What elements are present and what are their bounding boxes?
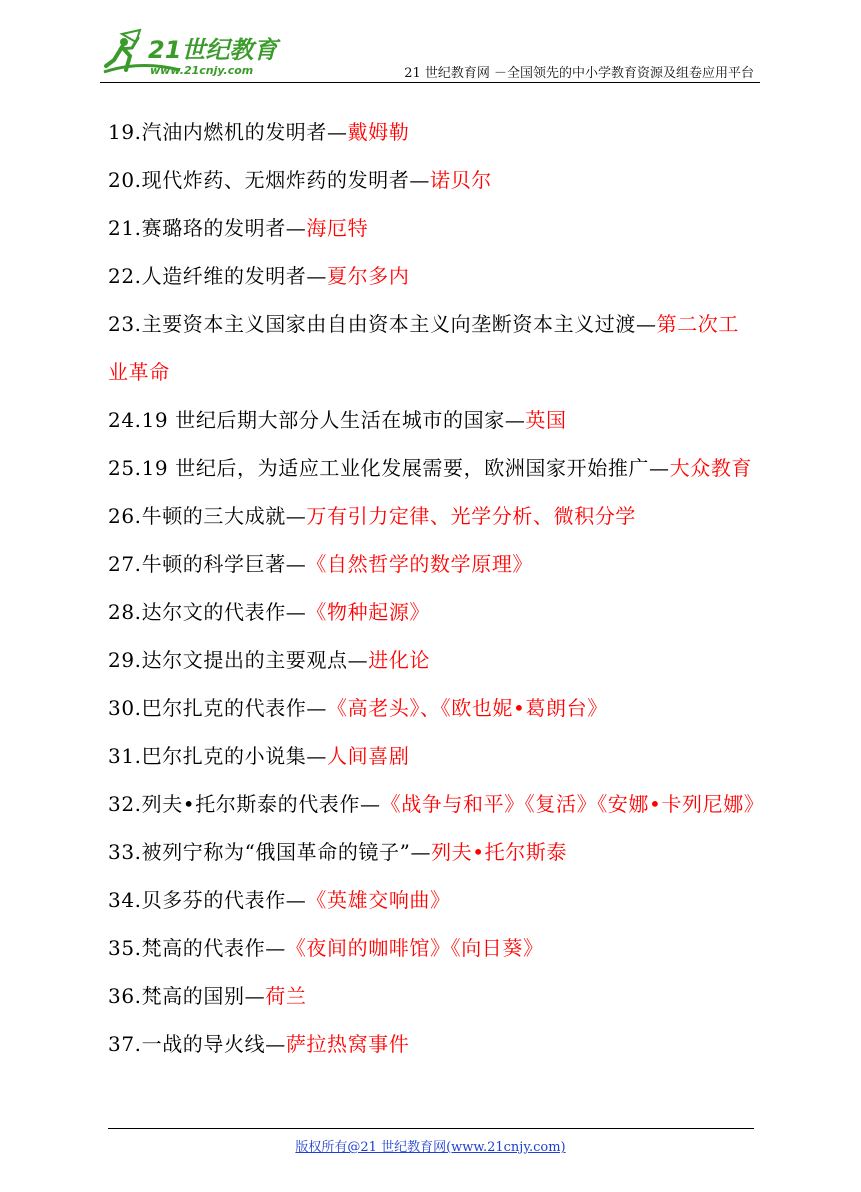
list-item bbox=[108, 828, 758, 876]
question-text: 22.人造纤维的发明者— bbox=[108, 264, 328, 288]
answer-text: 列夫•托尔斯泰 bbox=[431, 840, 568, 864]
answer-text: 英国 bbox=[525, 408, 567, 432]
question-text: 35.梵高的代表作— bbox=[108, 936, 286, 960]
logo-text: 21世纪教育 bbox=[148, 36, 278, 64]
page-header bbox=[100, 24, 760, 84]
answer-text: 戴姆勒 bbox=[347, 120, 410, 144]
list-item bbox=[108, 636, 758, 684]
site-tagline: 21 世纪教育网 －全国领先的中小学教育资源及组卷应用平台 bbox=[404, 66, 754, 81]
answer-text: 《物种起源》 bbox=[306, 600, 431, 624]
question-text: 28.达尔文的代表作— bbox=[108, 600, 307, 624]
answer-text: 《夜间的咖啡馆》《向日葵》 bbox=[285, 936, 544, 960]
question-text: 26.牛顿的三大成就— bbox=[108, 504, 307, 528]
answer-text: 大众教育 bbox=[669, 456, 753, 480]
question-text: 23.主要资本主义国家由自由资本主义向垄断资本主义过渡— bbox=[108, 312, 657, 336]
answer-text: 进化论 bbox=[368, 648, 431, 672]
question-text: 25.19 世纪后，为适应工业化发展需要，欧洲国家开始推广— bbox=[108, 456, 670, 480]
answer-text: 《高老头》、《欧也妮•葛朗台》 bbox=[327, 696, 608, 720]
question-text: 29.达尔文提出的主要观点— bbox=[108, 648, 369, 672]
list-item bbox=[108, 924, 758, 972]
answer-text: 荷兰 bbox=[265, 984, 307, 1008]
question-text: 36.梵高的国别— bbox=[108, 984, 266, 1008]
footer-divider bbox=[108, 1128, 754, 1129]
question-text: 27.牛顿的科学巨著— bbox=[108, 552, 307, 576]
answer-text: 第二次工业革命 bbox=[108, 312, 740, 384]
list-item bbox=[108, 300, 758, 396]
question-text: 24.19 世纪后期大部分人生活在城市的国家— bbox=[108, 408, 526, 432]
list-item bbox=[108, 540, 758, 588]
question-text: 34.贝多芬的代表作— bbox=[108, 888, 307, 912]
list-item bbox=[108, 588, 758, 636]
list-item bbox=[108, 972, 758, 1020]
list-item bbox=[108, 156, 758, 204]
question-text: 37.一战的导火线— bbox=[108, 1032, 286, 1056]
question-text: 30.巴尔扎克的代表作— bbox=[108, 696, 328, 720]
list-item bbox=[108, 684, 758, 732]
list-item bbox=[108, 732, 758, 780]
site-logo bbox=[100, 26, 300, 82]
answer-text: 萨拉热窝事件 bbox=[285, 1032, 410, 1056]
list-item bbox=[108, 780, 765, 828]
header-divider bbox=[100, 82, 760, 83]
answer-text: 海厄特 bbox=[306, 216, 369, 240]
list-item bbox=[108, 492, 758, 540]
list-item bbox=[108, 204, 758, 252]
answer-text: 万有引力定律、光学分析、微积分学 bbox=[306, 504, 637, 528]
footer-copyright-link[interactable]: 版权所有@21 世纪教育网(www.21cnjy.com) bbox=[295, 1140, 566, 1155]
answer-text: 《英雄交响曲》 bbox=[306, 888, 451, 912]
question-text: 33.被列宁称为“俄国革命的镜子”— bbox=[108, 840, 432, 864]
question-text: 31.巴尔扎克的小说集— bbox=[108, 744, 328, 768]
answer-text: 诺贝尔 bbox=[430, 168, 492, 192]
list-item bbox=[108, 1020, 758, 1068]
answer-text: 人间喜剧 bbox=[327, 744, 410, 768]
list-item bbox=[108, 444, 758, 492]
question-text: 32.列夫•托尔斯泰的代表作— bbox=[108, 792, 381, 816]
question-text: 19.汽油内燃机的发明者— bbox=[108, 120, 348, 144]
answer-text: 《自然哲学的数学原理》 bbox=[306, 552, 534, 576]
question-list bbox=[108, 108, 765, 1068]
list-item bbox=[108, 252, 758, 300]
list-item bbox=[108, 108, 758, 156]
list-item bbox=[108, 396, 758, 444]
footer-copyright[interactable] bbox=[0, 1136, 861, 1155]
question-text: 20.现代炸药、无烟炸药的发明者— bbox=[108, 168, 431, 192]
answer-text: 《战争与和平》《复活》《安娜•卡列尼娜》 bbox=[380, 792, 765, 816]
list-item bbox=[108, 876, 758, 924]
logo-url: www.21cnjy.com bbox=[150, 64, 254, 77]
question-text: 21.赛璐珞的发明者— bbox=[108, 216, 307, 240]
answer-text: 夏尔多内 bbox=[327, 264, 410, 288]
